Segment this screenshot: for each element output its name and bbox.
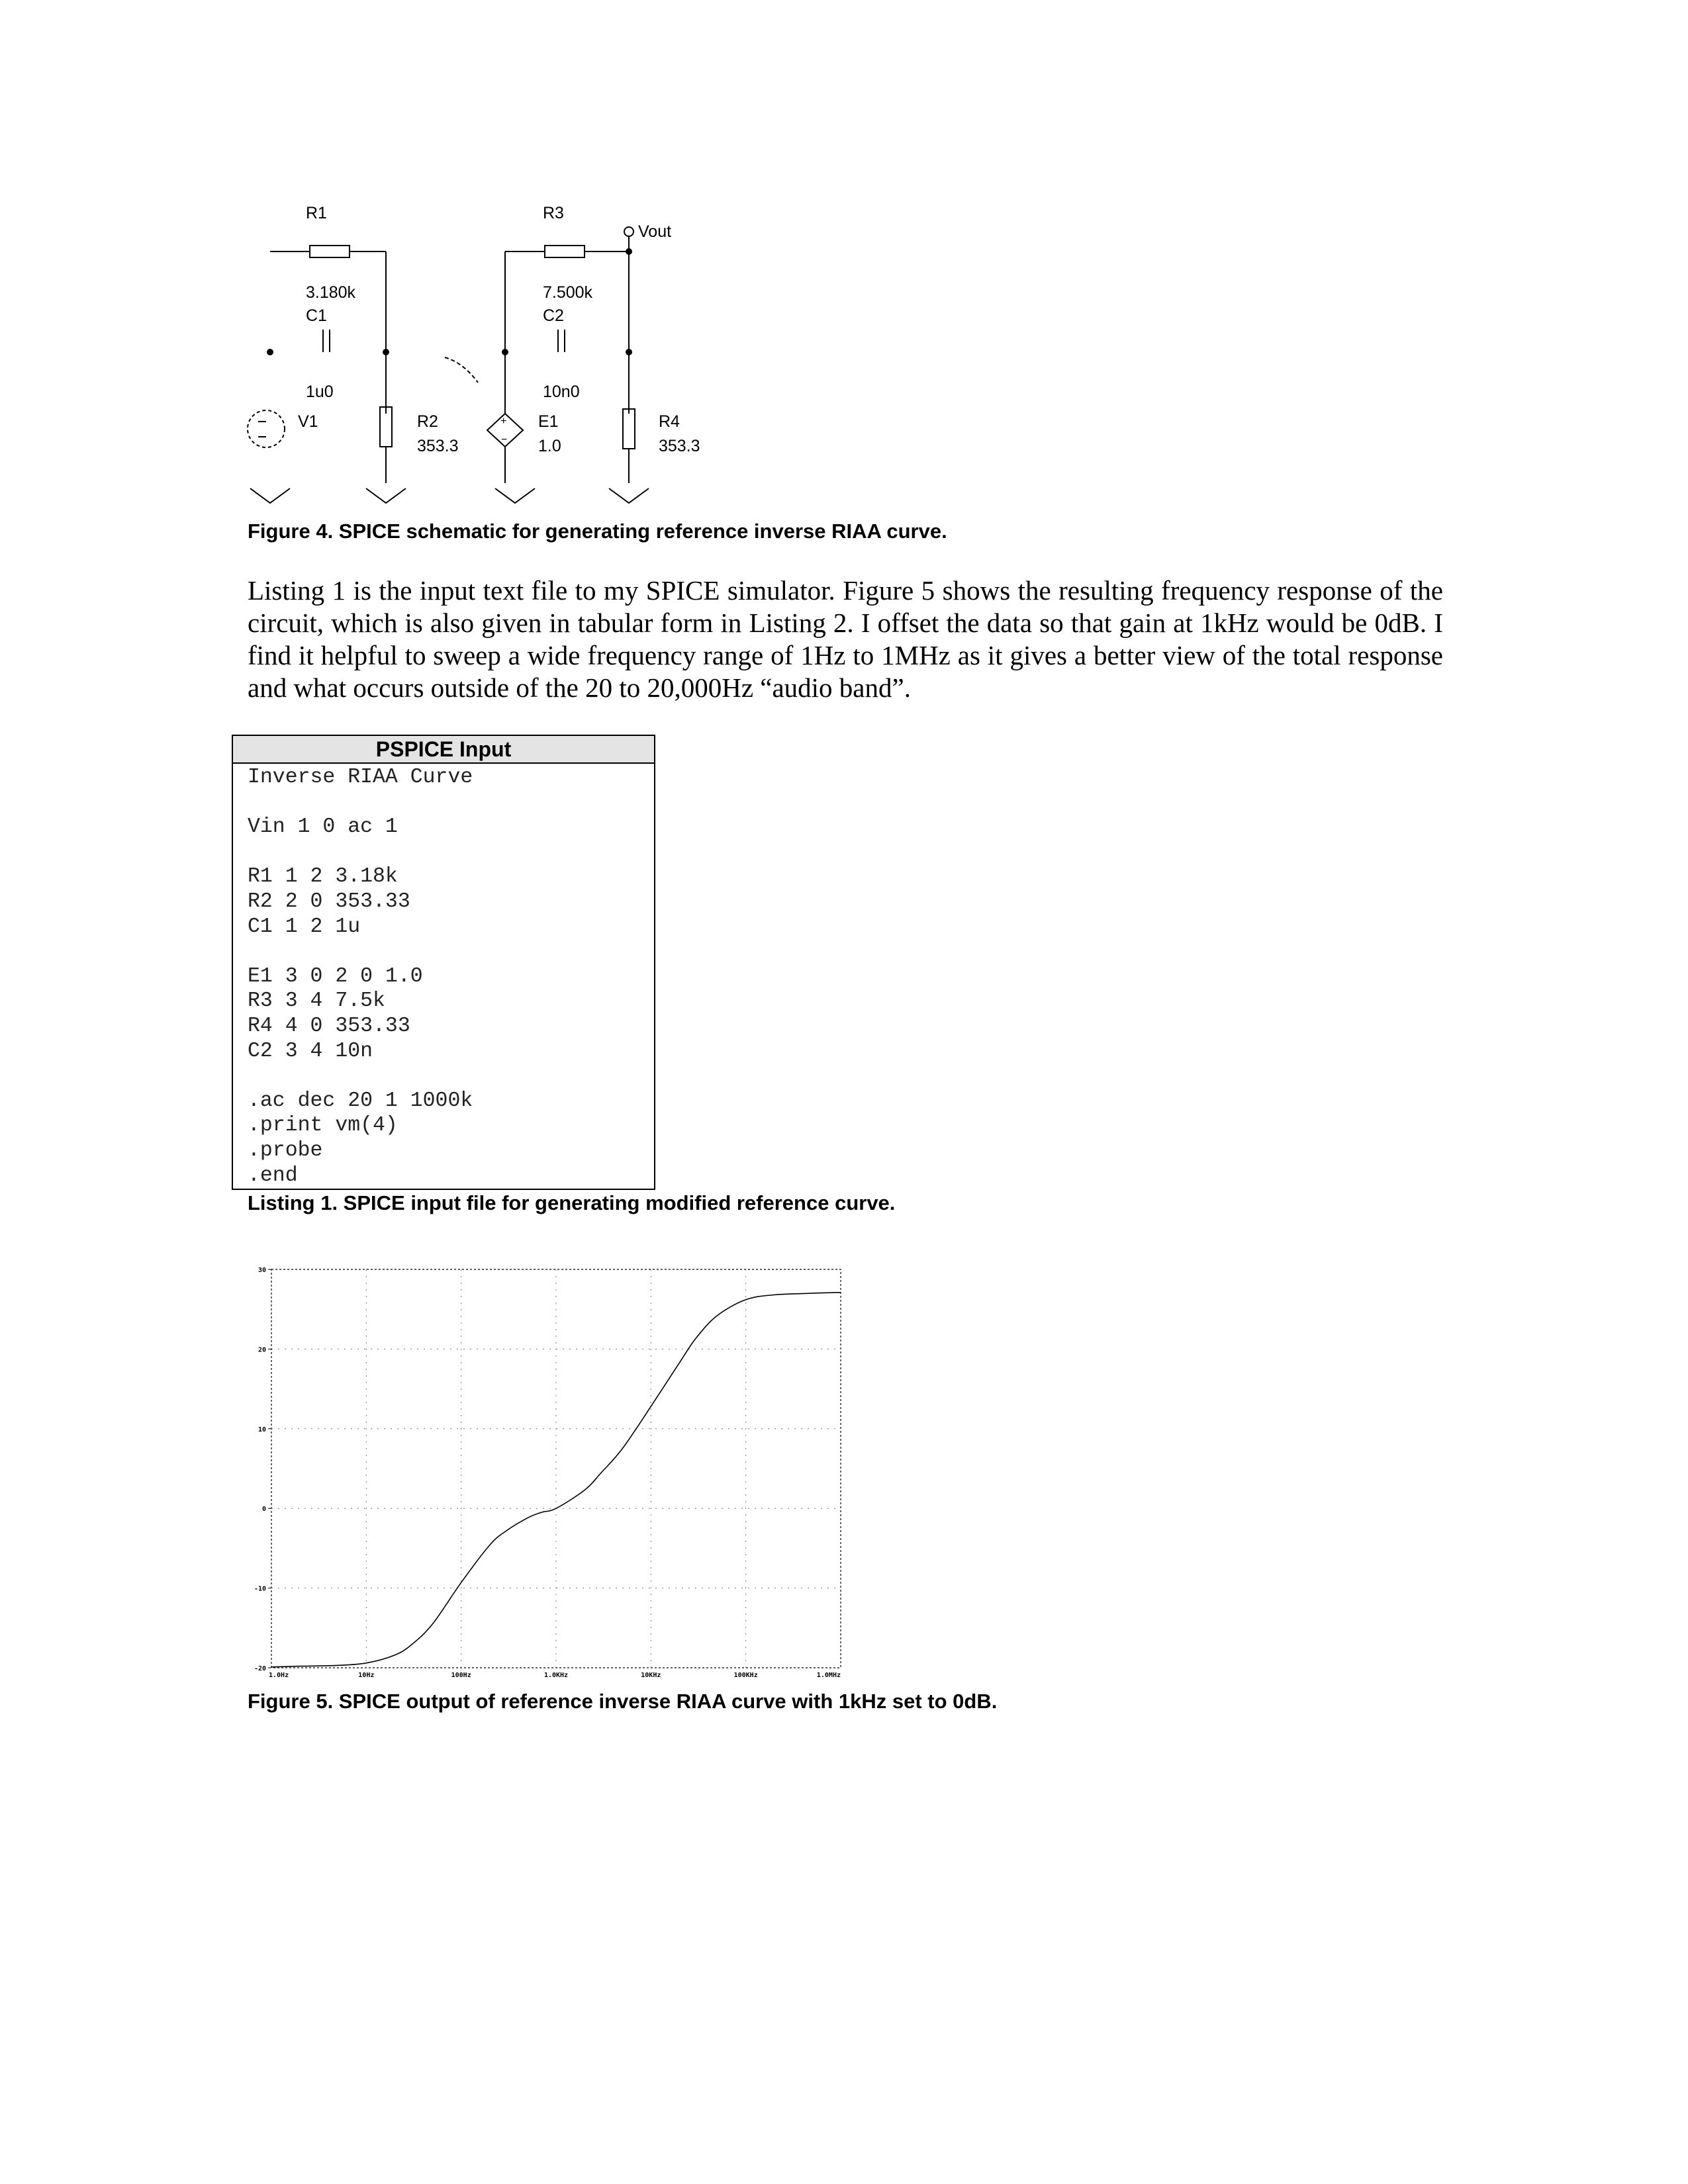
code-line — [248, 840, 654, 865]
listing-box — [232, 735, 655, 1190]
r1-value: 3.180k — [306, 283, 356, 302]
figure5-caption: Figure 5. SPICE output of reference inverse RIAA curve with 1kHz set to 0dB. — [248, 1690, 998, 1713]
r4-symbol — [623, 409, 635, 449]
x-tick-label: 1.0Hz — [269, 1672, 289, 1679]
e1-minus-sign: − — [501, 434, 508, 445]
signal-arrow — [445, 357, 478, 383]
code-line: R4 4 0 353.33 — [248, 1014, 410, 1038]
schematic-diagram — [232, 199, 735, 510]
x-tick-label: 1.0MHz — [816, 1672, 841, 1679]
series-line — [271, 1293, 841, 1667]
ground-symbol — [495, 488, 535, 503]
y-tick-label: -10 — [254, 1585, 266, 1593]
ground-symbol — [366, 488, 406, 503]
v1-label: V1 — [298, 412, 318, 431]
c1-label: C1 — [306, 306, 327, 325]
code-line: Vin 1 0 ac 1 — [248, 815, 398, 839]
body-paragraph: Listing 1 is the input text file to my SPICE simulator. Figure 5 shows the resulting frequency response of the circuit, which is also given in tabular form in Listing 2. I offset the data so that gain at 1kHz would be 0dB. I find it helpful to sweep a wide frequency range of 1Hz to 1MHz as it gives a better view of the total response and what occurs outside of the 20 to 20,000Hz “audio band”. — [248, 575, 1443, 703]
code-line: .end — [248, 1163, 298, 1187]
code-line: E1 3 0 2 0 1.0 — [248, 964, 423, 988]
vout-label: Vout — [638, 222, 672, 241]
code-line — [248, 790, 654, 815]
listing-code — [233, 764, 654, 1188]
e1-plus-sign: + — [500, 416, 507, 427]
figure4-caption: Figure 4. SPICE schematic for generating reference inverse RIAA curve. — [248, 520, 947, 543]
r4-value: 353.3 — [659, 437, 700, 455]
y-tick-label: 30 — [258, 1267, 266, 1274]
junction-dot — [502, 349, 508, 355]
junction-dot — [383, 349, 389, 355]
ground-symbol — [250, 488, 290, 503]
frequency-response-chart — [238, 1257, 847, 1681]
x-tick-label: 10KHz — [641, 1672, 661, 1679]
code-line: R2 2 0 353.33 — [248, 889, 410, 913]
r1-symbol — [310, 246, 350, 257]
code-line — [248, 939, 654, 964]
e1-label: E1 — [538, 412, 559, 431]
junction-dot — [267, 349, 273, 355]
junction-dot — [626, 349, 632, 355]
y-tick-label: 20 — [258, 1346, 266, 1354]
y-tick-label: -20 — [254, 1665, 266, 1672]
ground-symbol — [609, 488, 649, 503]
code-line — [248, 1064, 654, 1089]
r3-label: R3 — [543, 204, 564, 222]
x-tick-label: 1.0KHz — [543, 1672, 569, 1679]
code-line: C2 3 4 10n — [248, 1039, 373, 1063]
listing1-caption: Listing 1. SPICE input file for generating modified reference curve. — [248, 1191, 896, 1214]
code-line: C1 1 2 1u — [248, 915, 361, 938]
code-line: .ac dec 20 1 1000k — [248, 1089, 473, 1113]
e1-value: 1.0 — [538, 437, 561, 455]
r2-value: 353.3 — [417, 437, 459, 455]
r3-value: 7.500k — [543, 283, 593, 302]
r4-label: R4 — [659, 412, 680, 431]
code-line: Inverse RIAA Curve — [248, 766, 473, 789]
x-tick-label: 100Hz — [451, 1672, 471, 1679]
code-line: R1 1 2 3.18k — [248, 865, 398, 889]
code-line: R3 3 4 7.5k — [248, 989, 385, 1013]
listing-header: PSPICE Input — [233, 736, 654, 764]
r1-label: R1 — [306, 204, 327, 222]
code-line: .print vm(4) — [248, 1114, 398, 1138]
y-tick-label: 10 — [258, 1426, 266, 1433]
c2-value: 10n0 — [543, 383, 580, 401]
vout-terminal — [624, 227, 633, 236]
v1-symbol — [248, 410, 285, 447]
code-line: .probe — [248, 1138, 323, 1162]
x-tick-label: 100KHz — [733, 1672, 758, 1679]
r2-label: R2 — [417, 412, 438, 431]
c1-value: 1u0 — [306, 383, 334, 401]
x-tick-label: 10Hz — [358, 1672, 375, 1679]
c2-label: C2 — [543, 306, 564, 325]
y-tick-label: 0 — [261, 1506, 266, 1514]
junction-dot — [626, 248, 632, 255]
r3-symbol — [545, 246, 585, 257]
